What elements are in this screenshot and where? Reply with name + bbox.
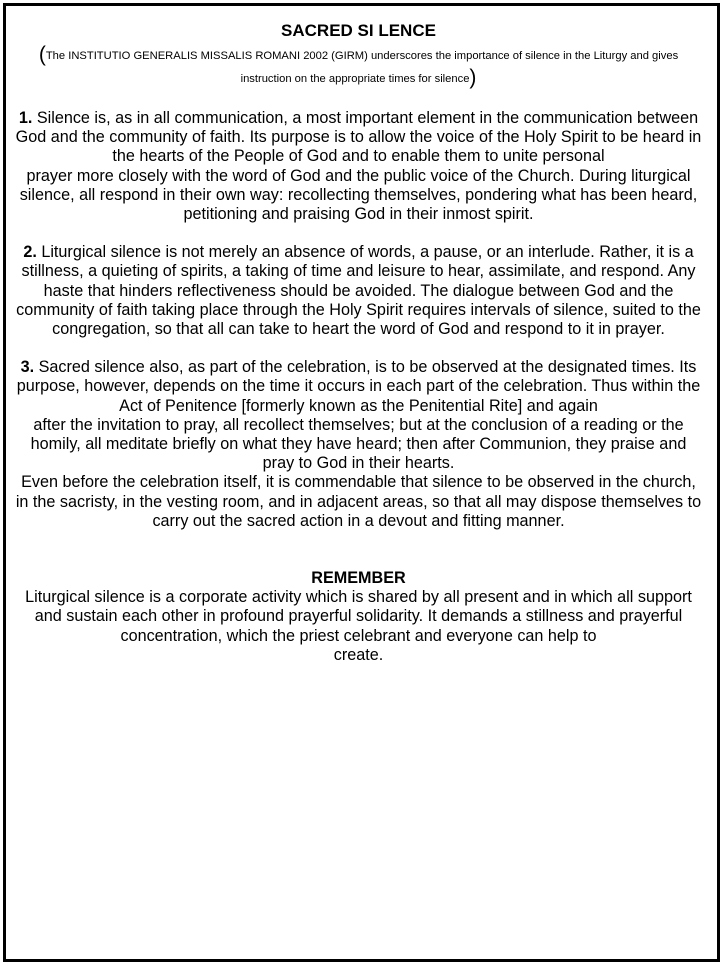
paragraph-3-line-1 (14, 358, 703, 416)
document-body (14, 20, 703, 665)
document-subtitle (14, 44, 703, 90)
remember-text (14, 588, 703, 665)
paragraph-1-number: 1. (18, 109, 33, 127)
paragraph-1 (14, 109, 703, 224)
paragraph-3 (14, 358, 703, 531)
subtitle-text: The INSTITUTIO GENERALIS MISSALIS ROMANI 2002 (GIRM) underscores the importance of silence in the Liturgy and gives instruction on the appropriate times for silence (45, 50, 679, 85)
paragraph-2-text-1: Liturgical silence is not merely an absence of words, a pause, or an interlude. Rather, it is a stillness, a quieting of spirits, a taking of time and leisure to hear, assimilate, and respond. Any haste that hinders reflectiveness should be avoided. The dialogue between God and the community of faith taking place through the Holy Spirit requires intervals of silence, suited to the congregation, so that all can take to heart the word of God and respond to it in prayer. (16, 243, 701, 339)
paragraph-1-text-2: prayer more closely with the word of God and the public voice of the Church. During liturgical silence, all respond in their own way: recollecting themselves, pondering what has been heard, petitioning and praising God in their inmost spirit. (19, 166, 698, 224)
document-title: SACRED SI LENCE (281, 21, 436, 40)
remember-heading: REMEMBER (311, 569, 406, 588)
subtitle-close-paren: ) (469, 66, 477, 89)
paragraph-2 (14, 243, 703, 339)
remember-text-2: create. (333, 645, 384, 664)
paragraph-1-text-1: Silence is, as in all communication, a most important element in the communication between God and the community of faith. Its purpose is to allow the voice of the Holy Spirit to be heard in the hearts of the People of God and to enable them to unite personal (15, 109, 702, 166)
paragraph-3-text-3: Even before the celebration itself, it is commendable that silence to be observed in the church, in the sacristy, in the vesting room, and in adjacent areas, so that all may dispose themselves to carry out the sacred action in a devout and fitting manner. (15, 473, 702, 530)
paragraph-2-number: 2. (23, 243, 37, 262)
subtitle-open-paren: ( (38, 43, 46, 66)
paragraph-3-number: 3. (20, 358, 35, 377)
paragraph-1-line-1 (14, 109, 703, 167)
remember-text-1: Liturgical silence is a corporate activity which is shared by all present and in which all support and sustain each other in profound prayerful solidarity. It demands a stillness and prayerful concentration, which the priest celebrant and everyone can help to (25, 588, 692, 645)
paragraph-3-text-2: after the invitation to pray, all recollect themselves; but at the conclusion of a reading or the homily, all meditate briefly on what they have heard; then after Communion, they praise and pray to God in their hearts. (30, 415, 687, 473)
paragraph-3-text-1: Sacred silence also, as part of the celebration, is to be observed at the designated times. Its purpose, however, depends on the time it occurs in each part of the celebration. Thus within the Act of Penitence [formerly known as the Penitential Rite] and again (16, 358, 701, 415)
